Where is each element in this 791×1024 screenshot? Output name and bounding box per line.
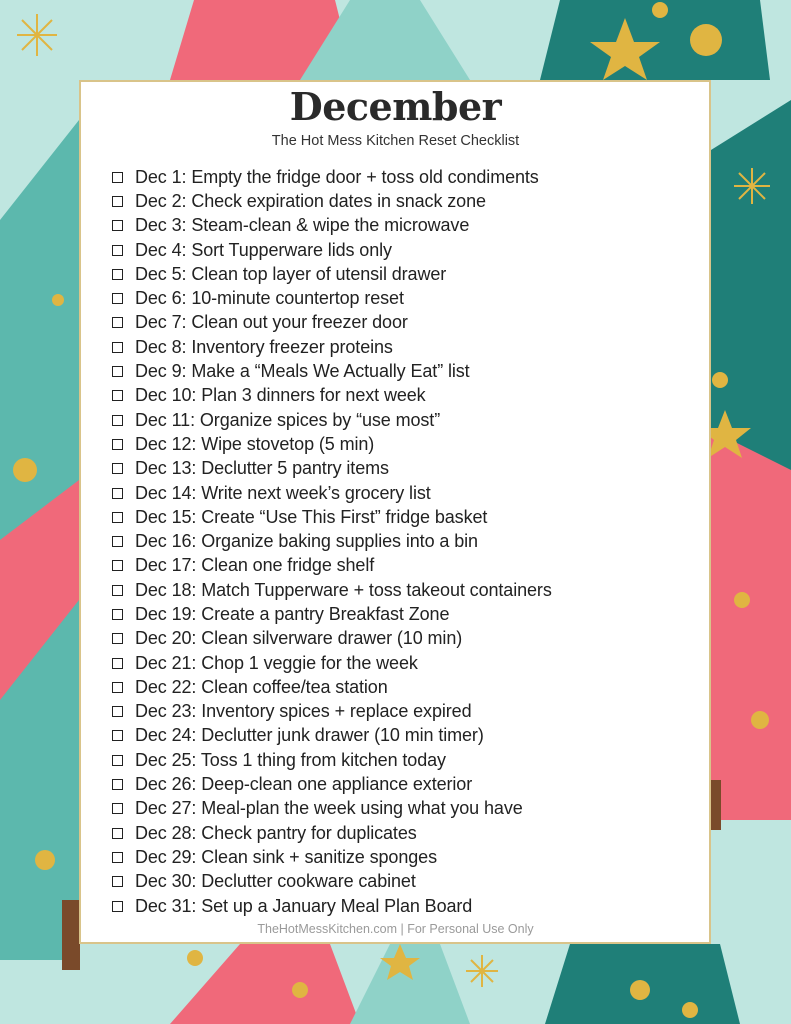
- checkbox[interactable]: [112, 245, 123, 256]
- checklist-item-label: Dec 22: Clean coffee/tea station: [135, 676, 388, 697]
- checklist-item: [112, 675, 552, 699]
- checklist: [112, 165, 552, 918]
- checklist-item-label: Dec 6: 10-minute countertop reset: [135, 288, 404, 309]
- checklist-item-label: Dec 5: Clean top layer of utensil drawer: [135, 263, 447, 284]
- checklist-item: [112, 457, 552, 481]
- checkbox[interactable]: [112, 876, 123, 887]
- checklist-item-label: Dec 9: Make a “Meals We Actually Eat” list: [135, 361, 470, 382]
- checklist-item-label: Dec 3: Steam-clean & wipe the microwave: [135, 215, 470, 236]
- checklist-item-label: Dec 1: Empty the fridge door + toss old condiments: [135, 166, 539, 187]
- checkbox[interactable]: [112, 317, 123, 328]
- checkbox[interactable]: [112, 755, 123, 766]
- checklist-item: [112, 724, 552, 748]
- checkbox[interactable]: [112, 828, 123, 839]
- checkbox[interactable]: [112, 633, 123, 644]
- checkbox[interactable]: [112, 730, 123, 741]
- page-title: December: [289, 84, 502, 129]
- checkbox[interactable]: [112, 779, 123, 790]
- checklist-item: [112, 602, 552, 626]
- checklist-item-label: Dec 15: Create “Use This First” fridge basket: [135, 506, 488, 527]
- checkbox[interactable]: [112, 901, 123, 912]
- checklist-item-label: Dec 24: Declutter junk drawer (10 min timer): [135, 725, 484, 746]
- checkbox[interactable]: [112, 488, 123, 499]
- checkbox[interactable]: [112, 342, 123, 353]
- checklist-item-label: Dec 29: Clean sink + sanitize sponges: [135, 846, 437, 867]
- checkbox[interactable]: [112, 560, 123, 571]
- checklist-item: [112, 238, 552, 262]
- checkbox[interactable]: [112, 682, 123, 693]
- checkbox[interactable]: [112, 512, 123, 523]
- footer-text: TheHotMessKitchen.com | For Personal Use Only: [257, 922, 534, 936]
- checkbox[interactable]: [112, 293, 123, 304]
- checkbox[interactable]: [112, 658, 123, 669]
- checklist-item: [112, 627, 552, 651]
- checklist-item-label: Dec 21: Chop 1 veggie for the week: [135, 652, 418, 673]
- checkbox[interactable]: [112, 172, 123, 183]
- checklist-item-label: Dec 14: Write next week’s grocery list: [135, 482, 431, 503]
- checklist-item: [112, 311, 552, 335]
- page-subtitle: The Hot Mess Kitchen Reset Checklist: [271, 133, 520, 149]
- checklist-item: [112, 894, 552, 918]
- checklist-item-label: Dec 4: Sort Tupperware lids only: [135, 239, 392, 260]
- checkbox[interactable]: [112, 390, 123, 401]
- checklist-item-label: Dec 31: Set up a January Meal Plan Board: [135, 895, 473, 916]
- checklist-item: [112, 529, 552, 553]
- checklist-item-label: Dec 13: Declutter 5 pantry items: [135, 458, 389, 479]
- checklist-item: [112, 870, 552, 894]
- checkbox[interactable]: [112, 415, 123, 426]
- checkbox[interactable]: [112, 463, 123, 474]
- checklist-item: [112, 262, 552, 286]
- checklist-item-label: Dec 19: Create a pantry Breakfast Zone: [135, 603, 450, 624]
- checklist-item: [112, 505, 552, 529]
- checklist-item-label: Dec 16: Organize baking supplies into a bin: [135, 531, 478, 552]
- checklist-item-label: Dec 30: Declutter cookware cabinet: [135, 871, 416, 892]
- checklist-item-label: Dec 7: Clean out your freezer door: [135, 312, 408, 333]
- checklist-item: [112, 408, 552, 432]
- checkbox[interactable]: [112, 803, 123, 814]
- checklist-item: [112, 748, 552, 772]
- checklist-item: [112, 189, 552, 213]
- checkbox[interactable]: [112, 366, 123, 377]
- checklist-item-label: Dec 20: Clean silverware drawer (10 min): [135, 628, 463, 649]
- checklist-item: [112, 845, 552, 869]
- checklist-item: [112, 700, 552, 724]
- checklist-item-label: Dec 8: Inventory freezer proteins: [135, 336, 393, 357]
- checklist-item: [112, 165, 552, 189]
- checklist-item-label: Dec 28: Check pantry for duplicates: [135, 822, 417, 843]
- checklist-item: [112, 432, 552, 456]
- checklist-item: [112, 214, 552, 238]
- checklist-item-label: Dec 2: Check expiration dates in snack zone: [135, 190, 486, 211]
- checklist-item-label: Dec 17: Clean one fridge shelf: [135, 555, 375, 576]
- checklist-item-label: Dec 11: Organize spices by “use most”: [135, 409, 441, 430]
- checkbox[interactable]: [112, 609, 123, 620]
- checkbox[interactable]: [112, 220, 123, 231]
- checkbox[interactable]: [112, 536, 123, 547]
- checklist-item-label: Dec 12: Wipe stovetop (5 min): [135, 433, 375, 454]
- checklist-item: [112, 797, 552, 821]
- checkbox[interactable]: [112, 269, 123, 280]
- checklist-item: [112, 821, 552, 845]
- checklist-item-label: Dec 10: Plan 3 dinners for next week: [135, 385, 426, 406]
- checkbox[interactable]: [112, 852, 123, 863]
- checklist-item-label: Dec 25: Toss 1 thing from kitchen today: [135, 749, 446, 770]
- checklist-item: [112, 578, 552, 602]
- checkbox[interactable]: [112, 439, 123, 450]
- checklist-item: [112, 359, 552, 383]
- checkbox[interactable]: [112, 706, 123, 717]
- checklist-item: [112, 286, 552, 310]
- checklist-item: [112, 554, 552, 578]
- checklist-item: [112, 384, 552, 408]
- checklist-item-label: Dec 18: Match Tupperware + toss takeout containers: [135, 579, 552, 600]
- checklist-item: [112, 335, 552, 359]
- checklist-item: [112, 772, 552, 796]
- checklist-item: [112, 481, 552, 505]
- checklist-item-label: Dec 23: Inventory spices + replace expired: [135, 701, 472, 722]
- checklist-item: [112, 651, 552, 675]
- checklist-item-label: Dec 26: Deep-clean one appliance exterior: [135, 774, 473, 795]
- checklist-item-label: Dec 27: Meal-plan the week using what you have: [135, 798, 523, 819]
- checkbox[interactable]: [112, 196, 123, 207]
- checkbox[interactable]: [112, 585, 123, 596]
